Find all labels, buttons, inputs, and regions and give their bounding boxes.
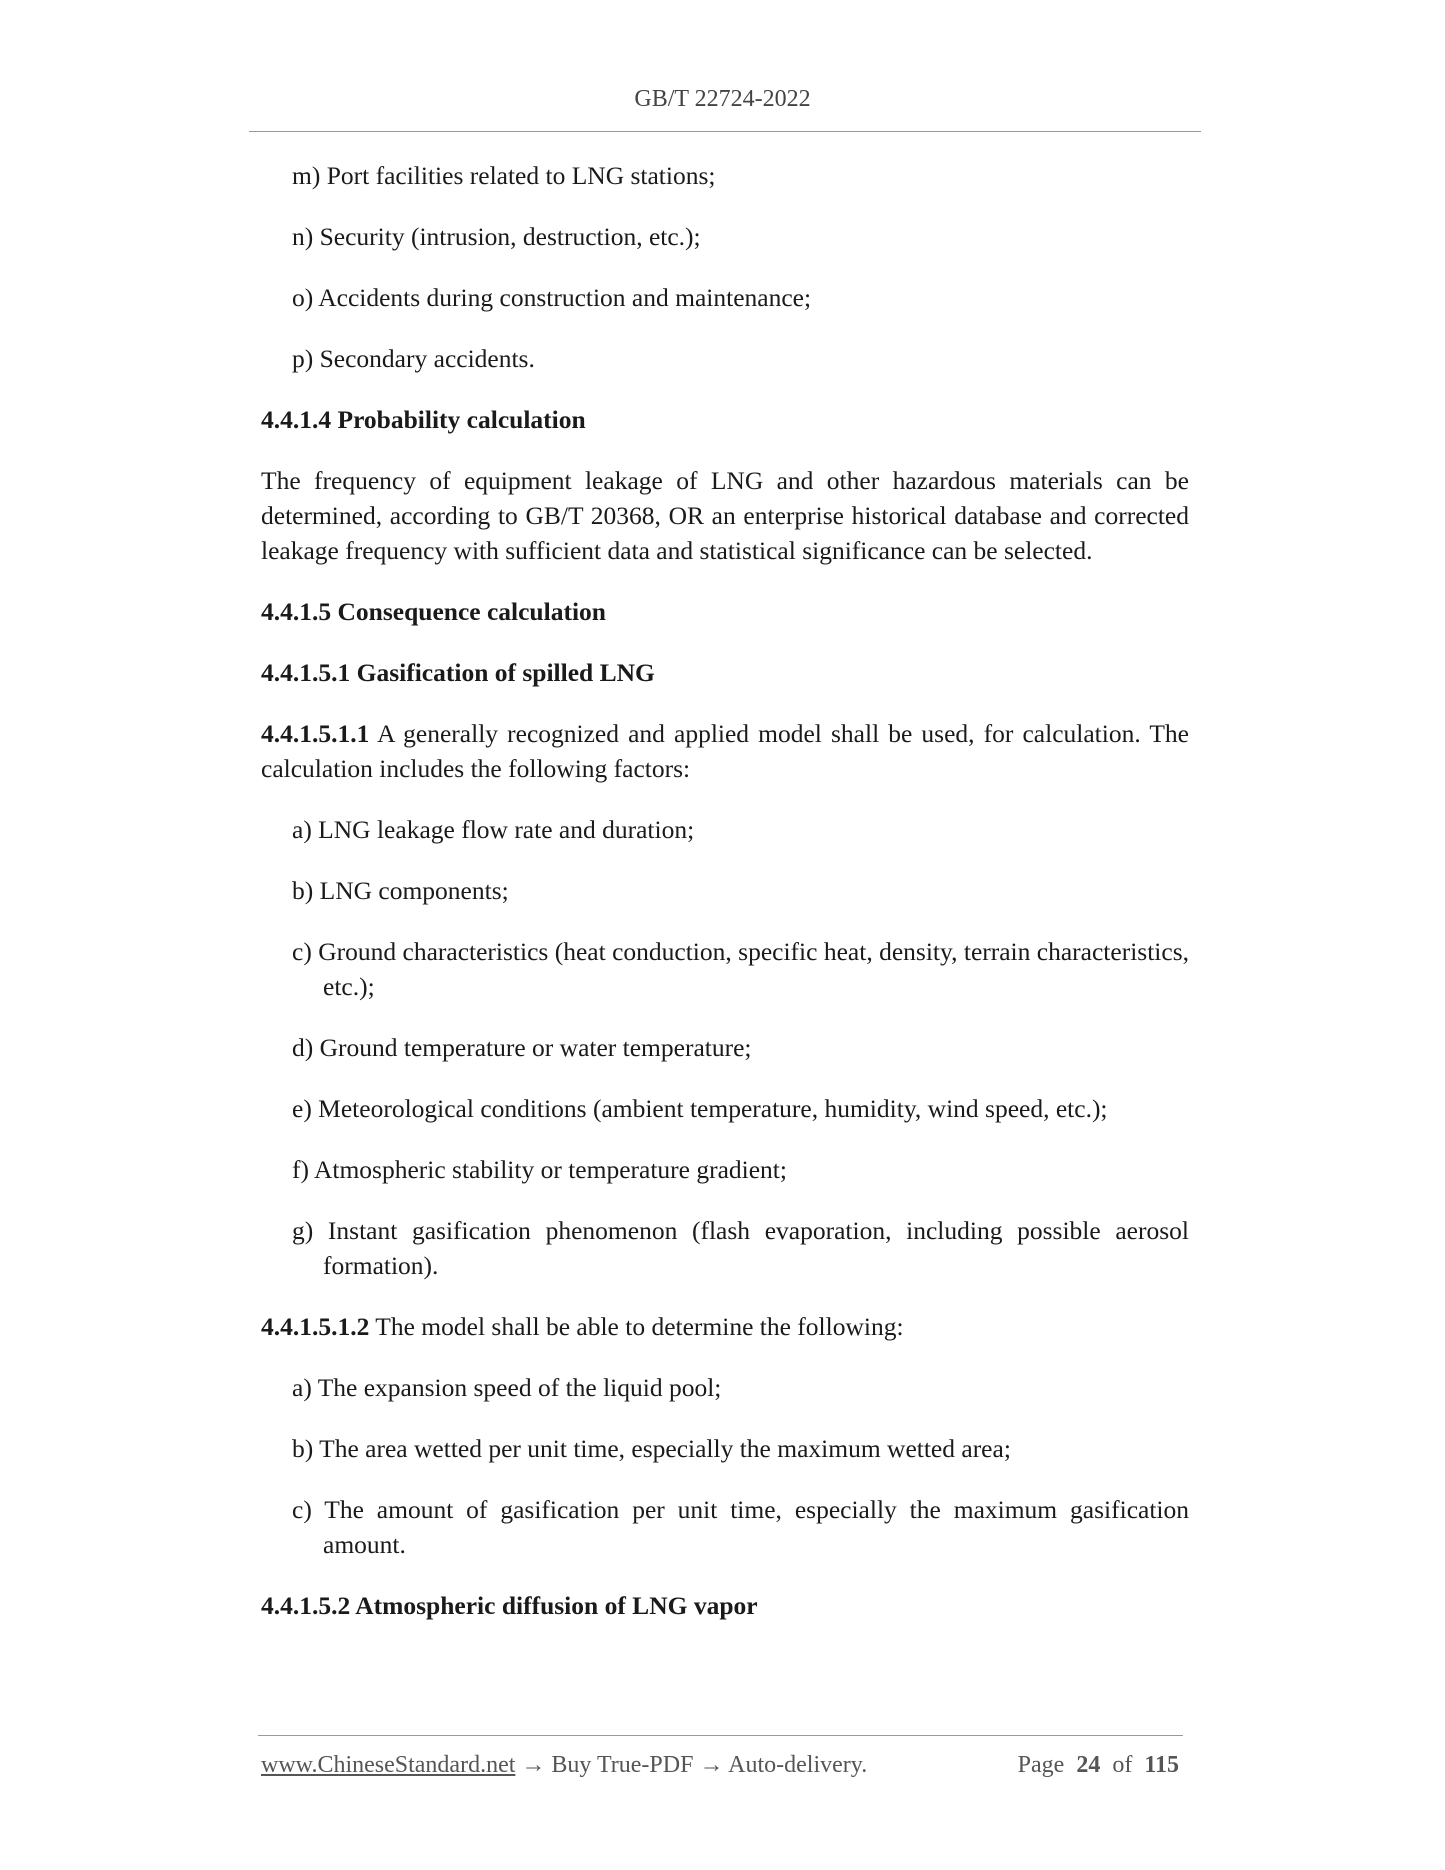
page-number: 24 bbox=[1076, 1752, 1101, 1778]
list-item: m) Port facilities related to LNG stations; bbox=[292, 161, 716, 190]
section-heading-44151: 4.4.1.5.1 Gasification of spilled LNG bbox=[261, 658, 655, 687]
page-total: 115 bbox=[1144, 1752, 1179, 1778]
buy-text: Buy True-PDF bbox=[551, 1752, 694, 1778]
list-item: n) Security (intrusion, destruction, etc.); bbox=[292, 222, 701, 251]
footer-divider bbox=[258, 1735, 1183, 1736]
clause-number: 4.4.1.5.1.1 bbox=[261, 719, 370, 748]
list-item: f) Atmospheric stability or temperature gradient; bbox=[292, 1155, 787, 1184]
clause-text: The model shall be able to determine the following: bbox=[369, 1312, 904, 1341]
list-item: a) LNG leakage flow rate and duration; bbox=[292, 815, 695, 844]
list-item: c) The amount of gasification per unit time, especially the maximum gasification amount. bbox=[292, 1495, 1189, 1559]
section-heading-4414: 4.4.1.4 Probability calculation bbox=[261, 405, 586, 434]
header-divider bbox=[249, 131, 1201, 132]
arrow-right-icon: → bbox=[515, 1752, 552, 1778]
list-item: g) Instant gasification phenomenon (flash evaporation, including possible aerosol formation). bbox=[292, 1216, 1189, 1280]
page-label: Page bbox=[1017, 1752, 1065, 1778]
paragraph-441511 bbox=[261, 716, 1189, 786]
website-link[interactable]: www.ChineseStandard.net bbox=[261, 1752, 516, 1778]
list-item: a) The expansion speed of the liquid pool; bbox=[292, 1373, 722, 1402]
list-item: e) Meteorological conditions (ambient temperature, humidity, wind speed, etc.); bbox=[292, 1094, 1108, 1123]
clause-text: A generally recognized and applied model shall be used, for calculation. The calculation includes the following factors: bbox=[261, 719, 1189, 783]
section-heading-44152: 4.4.1.5.2 Atmospheric diffusion of LNG vapor bbox=[261, 1591, 758, 1620]
delivery-text: Auto-delivery. bbox=[728, 1752, 868, 1778]
document-header: GB/T 22724-2022 bbox=[634, 86, 811, 112]
list-item: d) Ground temperature or water temperature; bbox=[292, 1033, 752, 1062]
clause-number: 4.4.1.5.1.2 bbox=[261, 1312, 370, 1341]
section-heading-4415: 4.4.1.5 Consequence calculation bbox=[261, 597, 606, 626]
page-content bbox=[261, 158, 1189, 1623]
list-item: o) Accidents during construction and maintenance; bbox=[292, 283, 812, 312]
paragraph-441512 bbox=[261, 1309, 1189, 1344]
list-item: c) Ground characteristics (heat conduction, specific heat, density, terrain characteristics, etc.); bbox=[292, 937, 1189, 1001]
paragraph-probability: The frequency of equipment leakage of LNG and other hazardous materials can be determined, according to GB/T 20368, OR an enterprise historical database and corrected leakage frequency with sufficient data and statistical significance can be selected. bbox=[261, 466, 1189, 565]
page-counter bbox=[1018, 1752, 1179, 1779]
list-item: b) The area wetted per unit time, especially the maximum wetted area; bbox=[292, 1434, 1011, 1463]
arrow-right-icon: → bbox=[693, 1752, 729, 1778]
footer-promo bbox=[261, 1752, 867, 1779]
list-item: b) LNG components; bbox=[292, 876, 509, 905]
list-item: p) Secondary accidents. bbox=[292, 344, 535, 373]
of-label: of bbox=[1112, 1752, 1133, 1778]
